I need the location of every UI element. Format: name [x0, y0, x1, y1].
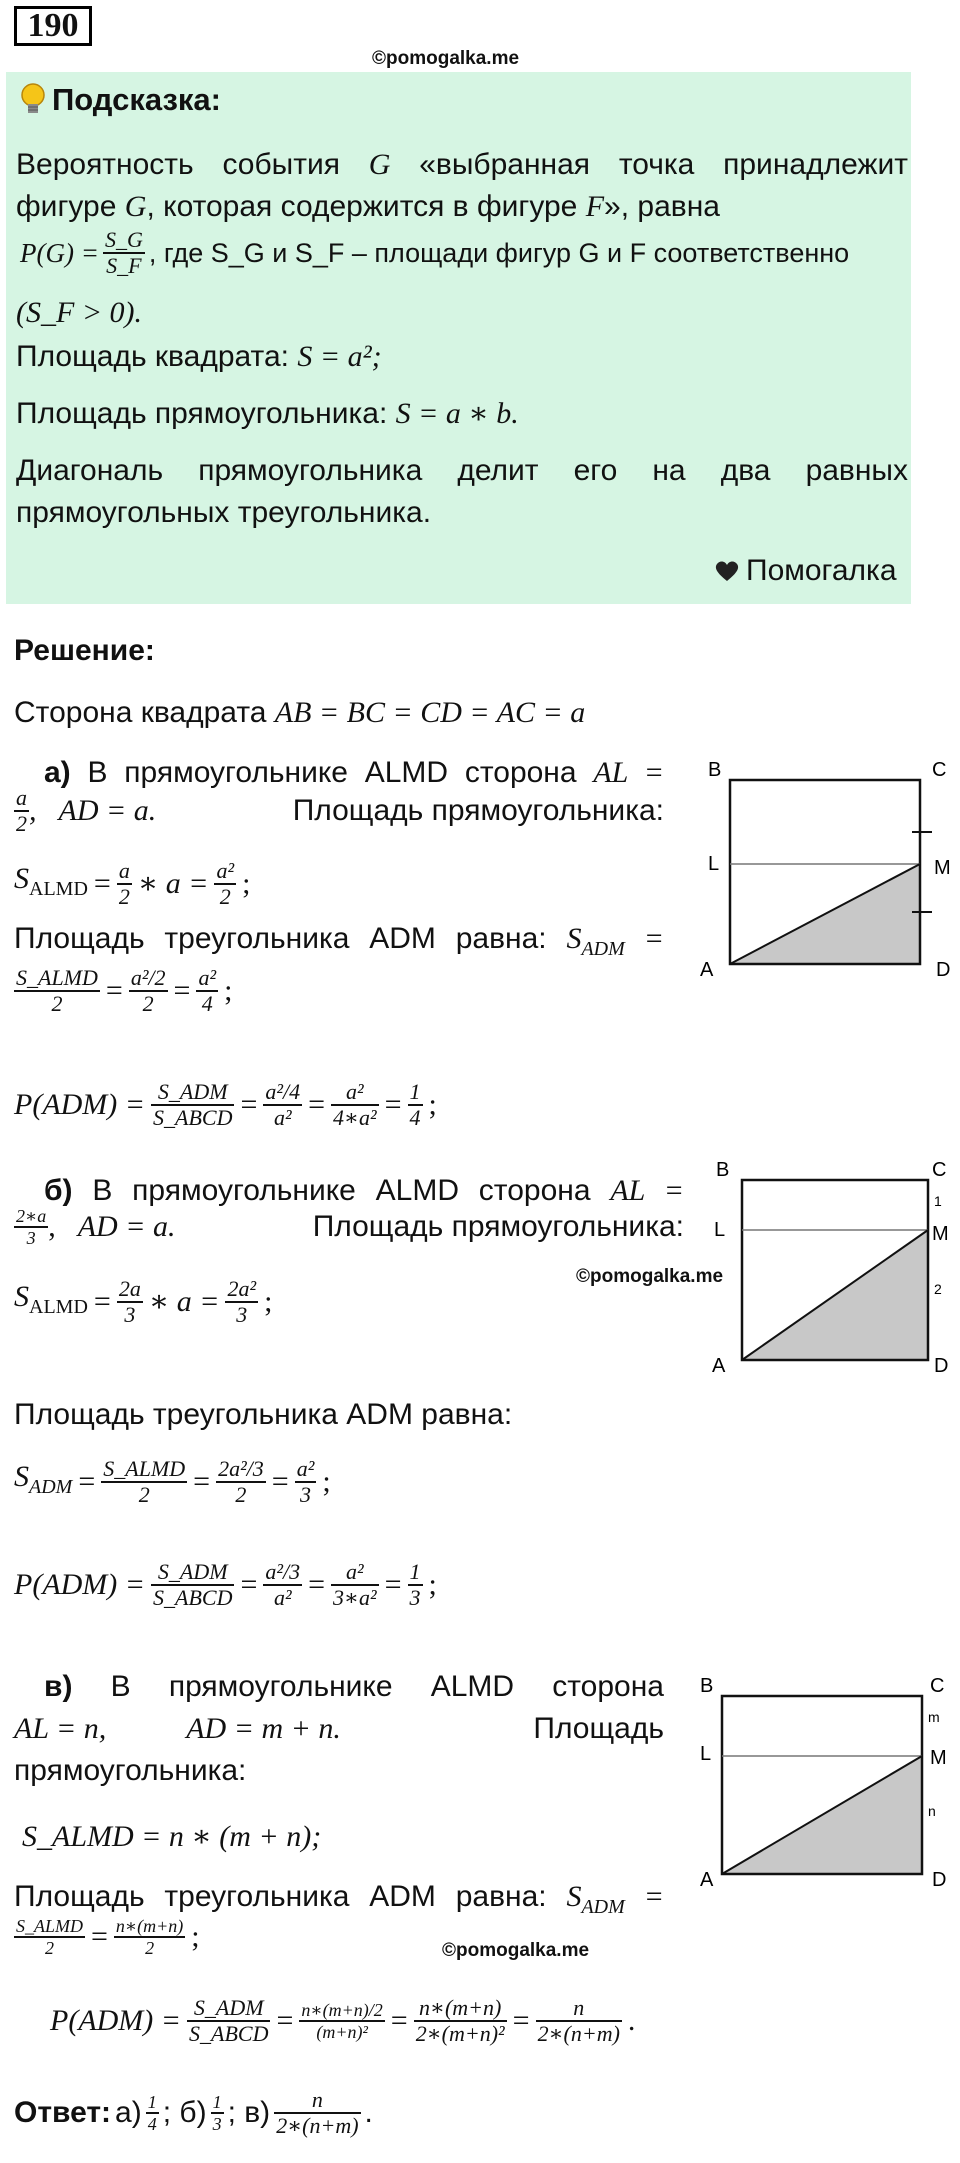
- part-c-line3: прямоугольника:: [14, 1754, 247, 1787]
- svg-text:1: 1: [934, 1193, 942, 1209]
- part-a-line2: $\frac{a}{2}$ , AD = a. Площадь прямоугольника:: [16, 785, 664, 836]
- diagram-b: [700, 1160, 960, 1380]
- part-a-line1: а) В прямоугольнике ALMD сторона AL =: [44, 756, 665, 789]
- solution-intro: Сторона квадрата AB = BC = CD = AC = a: [14, 696, 586, 729]
- hint-diag-line2: прямоугольных треугольника.: [16, 496, 432, 529]
- svg-text:L: L: [700, 1743, 712, 1765]
- svg-text:D: D: [936, 959, 951, 981]
- svg-text:2: 2: [934, 1281, 942, 1297]
- svg-text:D: D: [932, 1869, 947, 1891]
- hint-p2: P(G) = $\frac{S\_G}{S\_F}$ , где S_G и S_F – площади фигур G и F соответственно: [20, 227, 850, 278]
- svg-text:L: L: [708, 853, 720, 875]
- hint-diag-line1: Диагональ прямоугольника делит его на два равных: [16, 454, 908, 487]
- hint-p1-line1: Вероятность события G «выбранная точка принадлежит: [16, 148, 908, 181]
- svg-text:M: M: [934, 857, 951, 879]
- part-c-prob: P(ADM) = $\frac{\text{S\_ADM}}{\text{S\_ABCD}}$ = $\frac{n∗(m+n)/2}{\text{(m+n)²}}$ = $\frac{n∗(m+n)}{\text{2∗(m+n)²}}$ = $\frac{n}{2∗(n+m)}$ .: [50, 1995, 636, 2046]
- svg-text:C: C: [932, 759, 947, 781]
- svg-text:L: L: [714, 1219, 726, 1241]
- hint-square: Площадь квадрата: S = a²;: [16, 340, 382, 373]
- part-b-line1: б) В прямоугольнике ALMD сторона AL =: [44, 1174, 684, 1207]
- part-b-tri: Площадь треугольника ADM равна:: [14, 1398, 513, 1431]
- part-c-tri: Площадь треугольника ADM равна: $S_{ADM}$ =: [14, 1880, 664, 1918]
- part-a-eq1: $S_{ALMD}$ = $\frac{a}{2}$ ∗ a = $\frac{\text{a²}}{2}$ ;: [14, 858, 251, 909]
- part-c-line2: AL = n, AD = m + n. Площадь: [14, 1712, 664, 1745]
- part-b-eq2: $S_{ADM}$ = $\frac{\text{S\_ALMD}}{2}$ = $\frac{\text{2a²/3}}{2}$ = $\frac{\text{a²}}{3}$ ;: [14, 1456, 331, 1507]
- part-b-line2: $\frac{2∗a}{3}$ , AD = a. Площадь прямоугольника:: [16, 1206, 684, 1248]
- svg-text:D: D: [934, 1355, 949, 1377]
- svg-text:C: C: [932, 1160, 947, 1181]
- part-c-line1: в) В прямоугольнике ALMD сторона: [44, 1670, 664, 1703]
- lightbulb-icon: [20, 83, 46, 117]
- hint-brand: Помогалка: [714, 550, 897, 592]
- part-a-eq2: $\frac{\text{S\_ALMD}}{2}$ = $\frac{\text{a²/2}}{2}$ = $\frac{\text{a²}}{4}$ ;: [16, 965, 233, 1016]
- problem-number: 190: [14, 6, 92, 46]
- heart-icon: [714, 559, 740, 583]
- answer: Ответ: а) $\frac{1}{4}$ ; б) $\frac{1}{3}$ ; в) $\frac{n}{2∗(n+m)}$ .: [14, 2087, 373, 2138]
- svg-text:n: n: [928, 1803, 936, 1819]
- part-c-eq1: S_ALMD = n ∗ (m + n);: [22, 1820, 322, 1853]
- svg-text:m: m: [928, 1709, 940, 1725]
- svg-text:B: B: [716, 1160, 730, 1181]
- hint-title: Подсказка:: [20, 78, 221, 122]
- svg-text:A: A: [712, 1355, 726, 1377]
- svg-text:M: M: [932, 1223, 949, 1245]
- hint-p3: (S_F > 0).: [16, 296, 143, 329]
- hint-p1-line2: фигуре G, которая содержится в фигуре F», равна: [16, 190, 720, 223]
- part-c-eq2: $\frac{\text{S\_ALMD}}{2}$ = $\frac{n∗(m+n)}{2}$ ;: [16, 1916, 200, 1958]
- svg-text:B: B: [700, 1676, 714, 1697]
- solution-heading: Решение:: [14, 634, 155, 667]
- part-a-tri: Площадь треугольника ADM равна: $S_{ADM}$ =: [14, 922, 664, 960]
- svg-text:B: B: [708, 759, 722, 781]
- svg-text:A: A: [700, 959, 714, 981]
- diagram-a: [700, 752, 960, 982]
- watermark-middle: ©pomogalka.me: [576, 1266, 724, 1287]
- diagram-c: [700, 1676, 960, 1896]
- svg-text:A: A: [700, 1869, 714, 1891]
- svg-text:M: M: [930, 1747, 947, 1769]
- part-a-prob: P(ADM) = $\frac{\text{S\_ADM}}{\text{S\_ABCD}}$ = $\frac{\text{a²/4}}{\text{a²}}$ = $\frac{\text{a²}}{\text{4∗a²}}$ = $\frac{1}{4}$ ;: [14, 1079, 437, 1130]
- hint-rect: Площадь прямоугольника: S = a ∗ b.: [16, 397, 519, 430]
- part-b-eq1: $S_{ALMD}$ = $\frac{2a}{3}$ ∗ a = $\frac{\text{2a²}}{3}$ ;: [14, 1276, 273, 1327]
- svg-text:C: C: [930, 1676, 945, 1697]
- part-b-prob: P(ADM) = $\frac{\text{S\_ADM}}{\text{S\_ABCD}}$ = $\frac{\text{a²/3}}{\text{a²}}$ = $\frac{\text{a²}}{\text{3∗a²}}$ = $\frac{1}{3}$ ;: [14, 1559, 437, 1610]
- watermark-bottom: ©pomogalka.me: [442, 1940, 590, 1961]
- watermark-top: ©pomogalka.me: [372, 48, 520, 69]
